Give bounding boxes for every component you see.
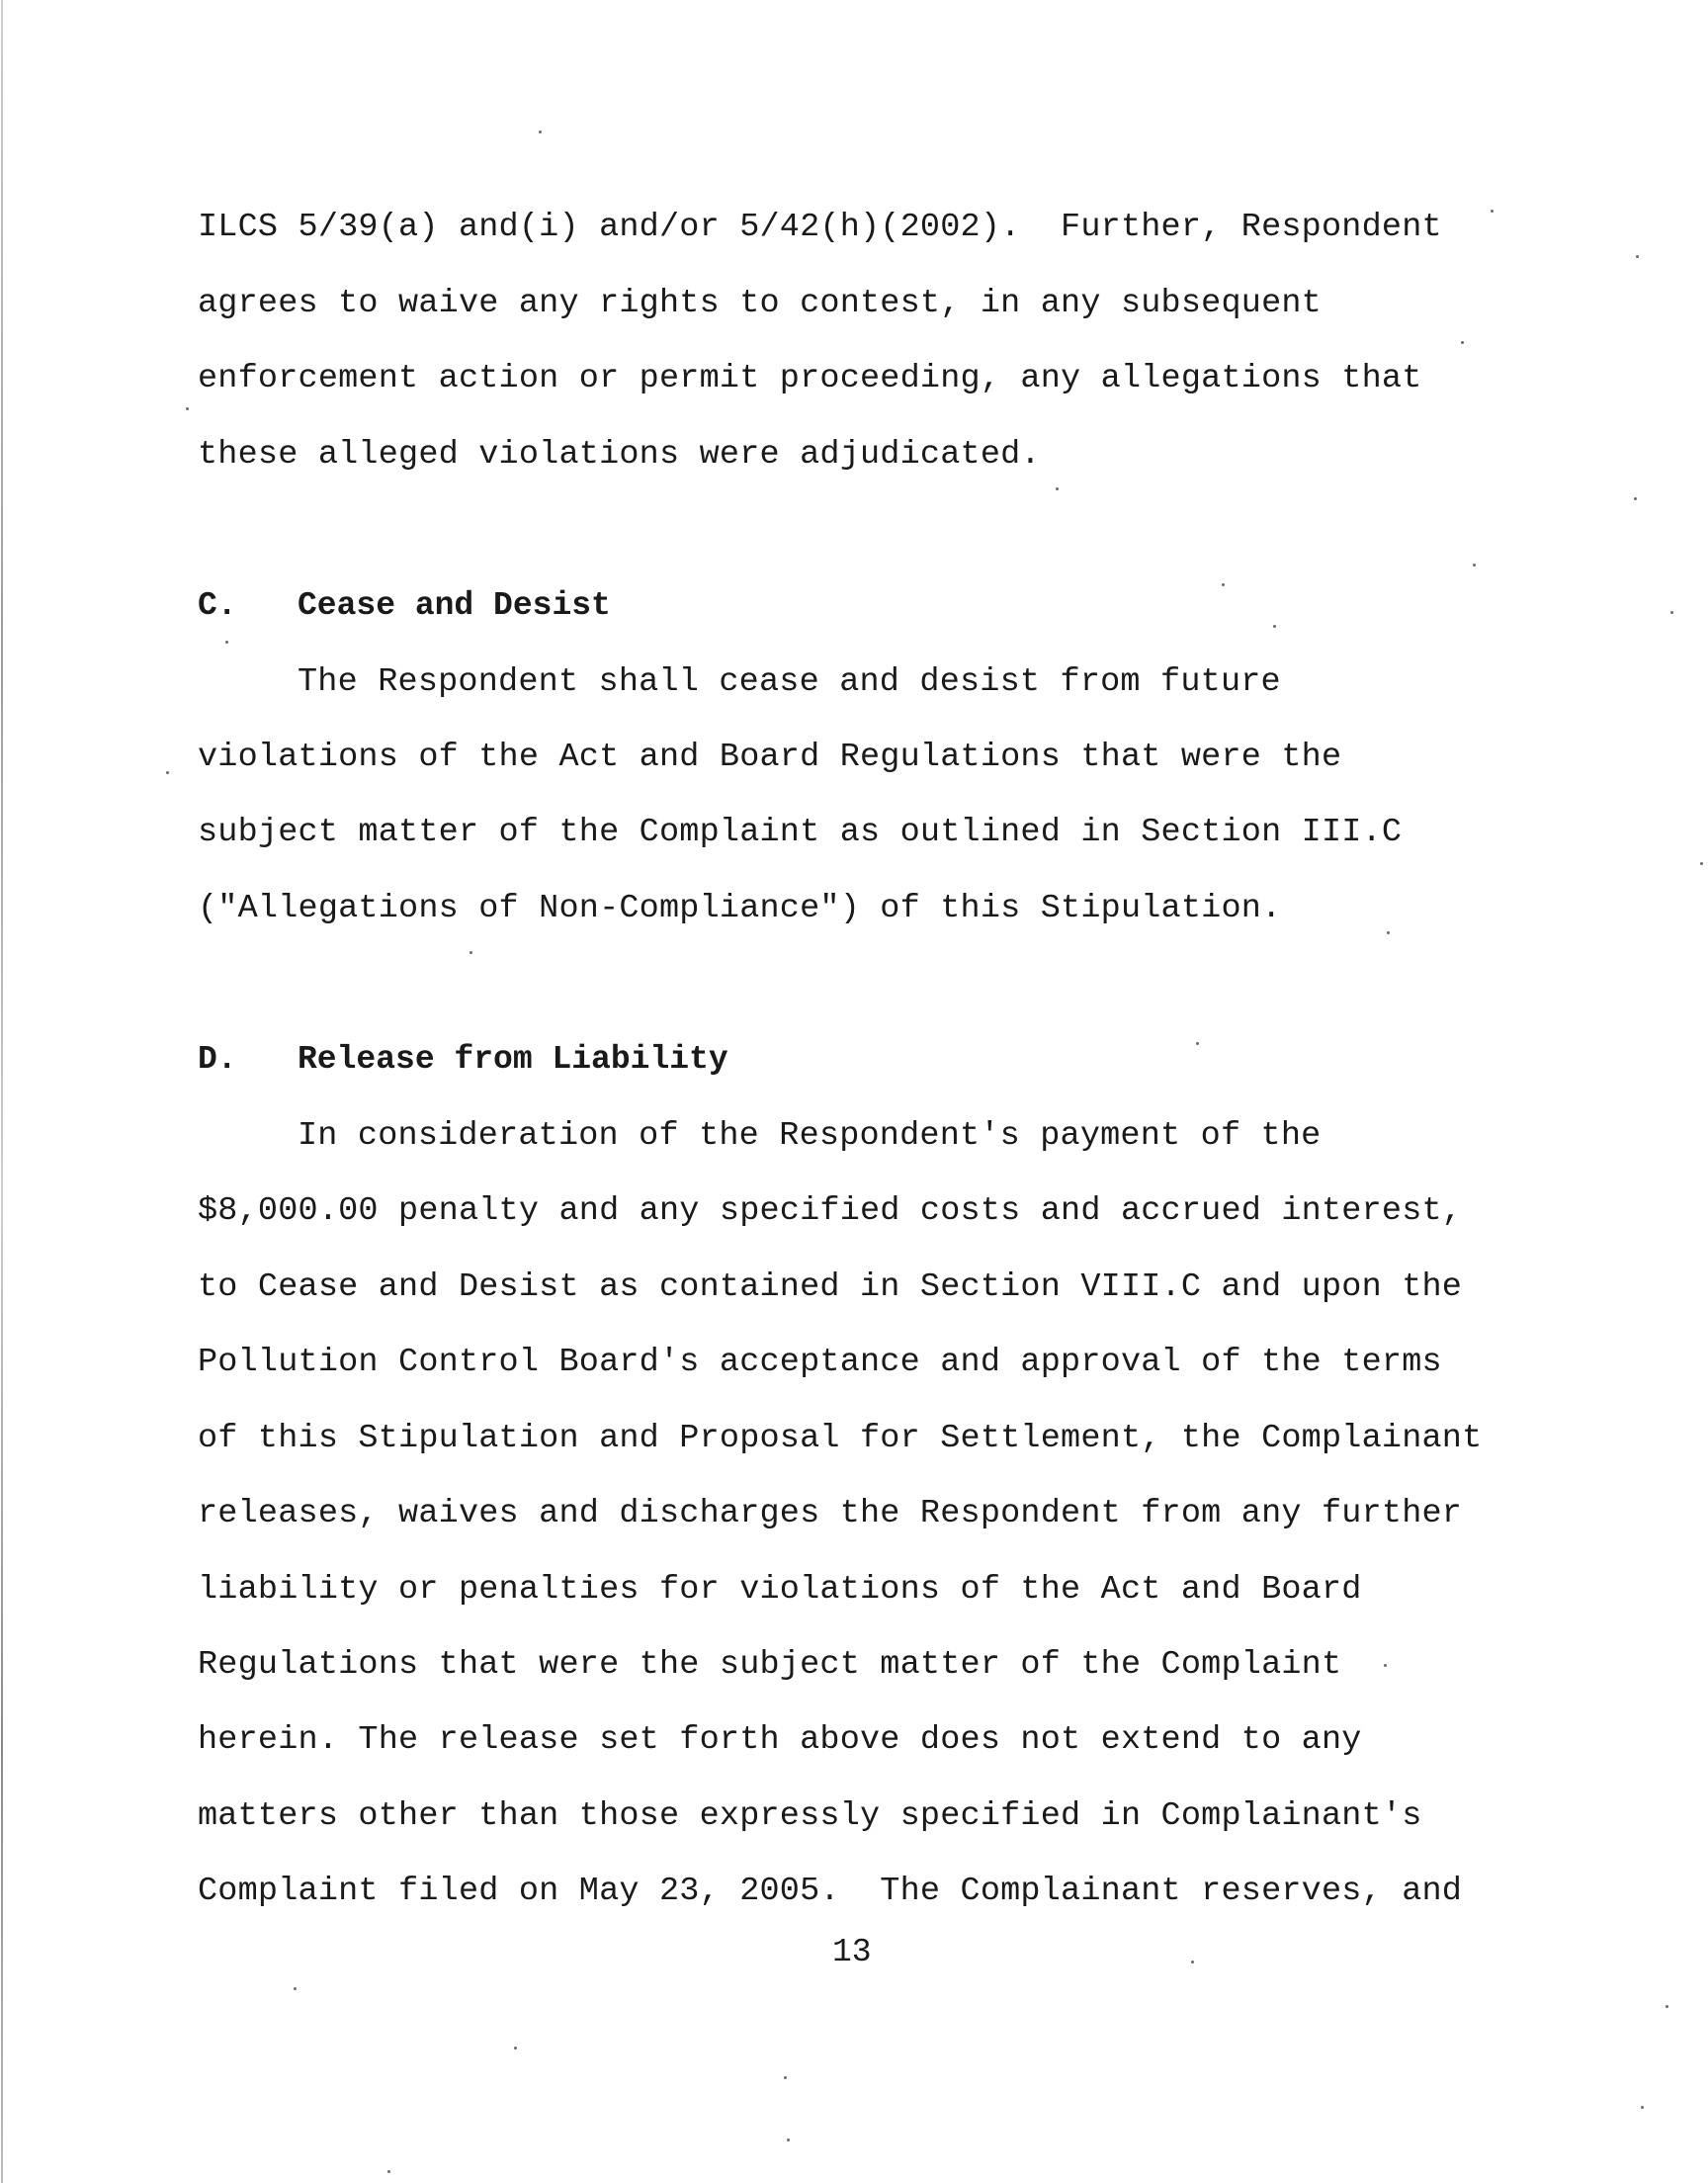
section-d-line: Regulations that were the subject matter of the Complaint <box>198 1646 1342 1684</box>
section-c-letter: C. <box>198 587 237 624</box>
section-c-line: subject matter of the Complaint as outlined in Section III.C <box>198 814 1403 851</box>
scan-speck <box>1384 1664 1387 1667</box>
section-d-line: matters other than those expressly specified in Complainant's <box>198 1797 1422 1835</box>
scan-speck <box>1670 611 1673 614</box>
scan-speck <box>784 2076 787 2079</box>
scan-speck <box>186 407 189 410</box>
scan-speck <box>225 641 228 644</box>
scan-speck <box>1196 1042 1199 1045</box>
scan-speck <box>787 2139 790 2141</box>
section-d-line: liability or penalties for violations of the Act and Board <box>198 1571 1362 1609</box>
scan-speck <box>1191 1961 1194 1964</box>
scan-speck <box>1634 497 1637 500</box>
scan-speck <box>387 2170 390 2173</box>
section-d-line: In consideration of the Respondent's payment of the <box>298 1117 1322 1155</box>
section-d-line: Pollution Control Board's acceptance and approval of the terms <box>198 1344 1442 1381</box>
scan-speck <box>1641 2106 1644 2109</box>
section-d-line: herein. The release set forth above does not extend to any <box>198 1721 1362 1759</box>
scan-speck <box>1636 255 1639 258</box>
paragraph-line: ILCS 5/39(a) and(i) and/or 5/42(h)(2002). Further, Respondent <box>198 209 1442 246</box>
section-c-line: ("Allegations of Non-Compliance") of this Stipulation. <box>198 890 1282 927</box>
section-d-letter: D. <box>198 1041 237 1078</box>
scan-speck <box>1387 931 1390 934</box>
section-c-title: Cease and Desist <box>298 587 611 624</box>
scan-edge <box>1 0 3 2183</box>
scan-speck <box>294 1987 297 1990</box>
scan-speck <box>514 2047 517 2050</box>
scan-speck <box>539 131 542 133</box>
scan-speck <box>1461 341 1464 344</box>
scan-speck <box>1056 487 1059 490</box>
scan-speck <box>166 771 169 774</box>
scan-speck <box>1700 862 1703 865</box>
paragraph-line: enforcement action or permit proceeding, any allegations that <box>198 360 1422 397</box>
section-c-line: violations of the Act and Board Regulations that were the <box>198 739 1342 776</box>
scan-speck <box>470 951 472 954</box>
section-d-title: Release from Liability <box>298 1041 728 1078</box>
section-d-line: of this Stipulation and Proposal for Settlement, the Complainant <box>198 1420 1483 1457</box>
paragraph-line: agrees to waive any rights to contest, in any subsequent <box>198 285 1322 322</box>
section-d-line: releases, waives and discharges the Respondent from any further <box>198 1495 1463 1532</box>
scan-speck <box>1222 583 1225 586</box>
scan-speck <box>1491 210 1494 213</box>
section-d-line: Complaint filed on May 23, 2005. The Complainant reserves, and <box>198 1873 1463 1910</box>
paragraph-line: these alleged violations were adjudicated. <box>198 436 1041 474</box>
scan-speck <box>1273 625 1276 628</box>
scan-speck <box>1665 2005 1668 2008</box>
section-c-line: The Respondent shall cease and desist from future <box>298 663 1281 701</box>
section-d-line: $8,000.00 penalty and any specified costs and accrued interest, <box>198 1192 1463 1230</box>
page-number: 13 <box>832 1934 872 1970</box>
section-c-heading <box>198 586 611 626</box>
scan-speck <box>1473 564 1476 567</box>
section-d-heading <box>198 1040 728 1080</box>
section-d-line: to Cease and Desist as contained in Section VIII.C and upon the <box>198 1268 1463 1306</box>
